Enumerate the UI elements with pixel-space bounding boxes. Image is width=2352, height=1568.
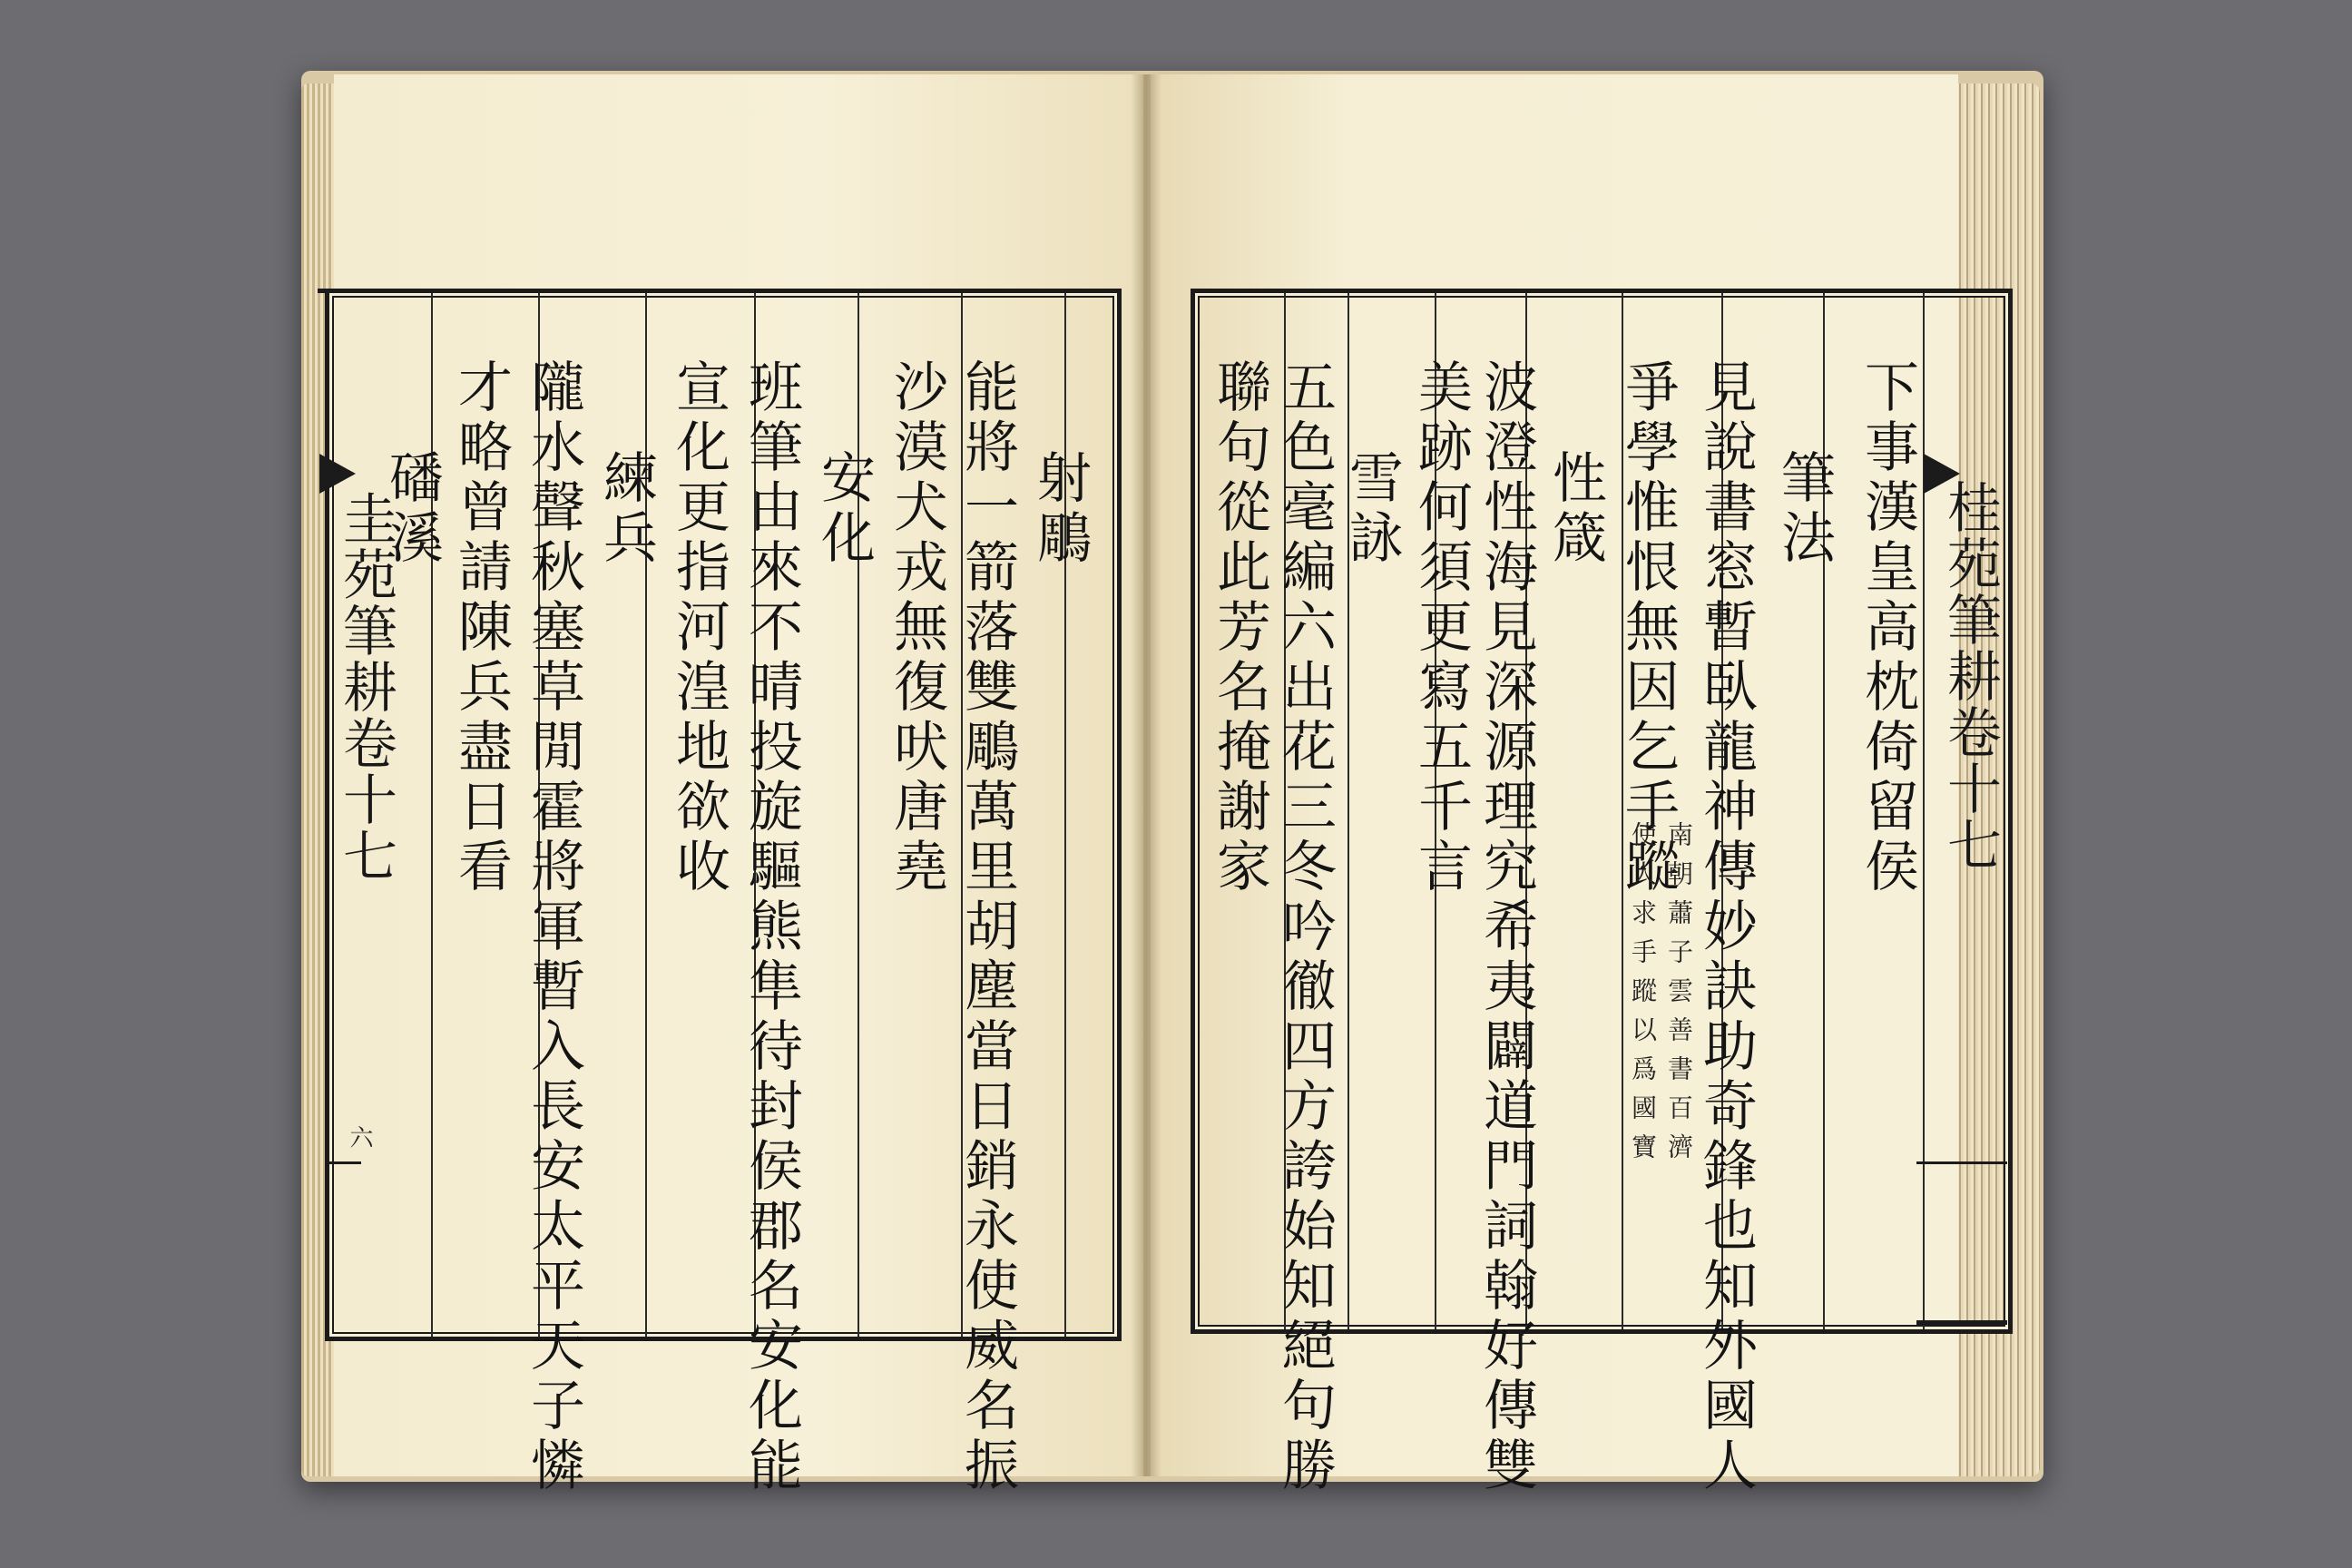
margin-strip-rule: [325, 1161, 361, 1164]
poem-title-xueyong: 雪詠: [1340, 449, 1404, 569]
column-rule: [1923, 293, 1925, 1329]
fish-tail-mark: [319, 454, 356, 494]
poem-title-anhua: 安化: [812, 449, 876, 569]
verse-line: 聯句從此芳名掩謝家: [1208, 358, 1271, 897]
verse-line: 波澄性海見深源理究希夷闢道門詞翰好傳雙: [1475, 358, 1538, 1496]
poem-title-xingzhen: 性箴: [1544, 449, 1607, 569]
margin-strip-rule: [1916, 1161, 2007, 1164]
margin-book-title: 圭苑筆耕卷十七: [334, 490, 397, 884]
verse-line: 才略曾請陳兵盡日看: [449, 358, 513, 897]
annotation-line: 南朝蕭子雲善書百濟: [1664, 821, 1694, 1172]
poem-title-shediao: 射鵰: [1028, 449, 1092, 569]
verse-line: 沙漠犬戎無復吠唐堯: [885, 358, 948, 897]
margin-strip-top: [318, 289, 363, 293]
verse-line: 宣化更指河湟地欲收: [667, 358, 730, 897]
poem-title-lianbing: 練兵: [594, 449, 658, 569]
poem-title-bifa: 筆法: [1772, 449, 1836, 569]
margin-strip-bottom: [1916, 1320, 2007, 1325]
page-number: 六: [346, 1125, 373, 1149]
poem-title-panxi: 磻溪: [380, 449, 444, 569]
margin-book-title: 桂苑筆耕卷十七: [1938, 479, 2002, 873]
verse-line: 下事漢皇高枕倚留侯: [1856, 358, 1919, 897]
book-gutter: [1131, 74, 1161, 1476]
verse-line: 隴水聲秋塞草閒霍將軍暫入長安太平天子憐: [522, 358, 585, 1496]
verse-line: 能將一箭落雙鵰萬里胡塵當日銷永使威名振: [956, 358, 1019, 1496]
verse-line: 爭學惟恨無因乞手蹤: [1616, 358, 1680, 897]
verse-line: 見說書窓暫臥龍神傳妙訣助奇鋒也知外國人: [1694, 358, 1758, 1496]
verse-line: 美跡何須更寫五千言: [1409, 358, 1473, 897]
verse-line: 班筆由來不晴投旋驅熊隼待封侯郡名安化能: [740, 358, 803, 1496]
verse-line: 五色毫編六出花三冬吟徹四方誇始知絕句勝: [1273, 358, 1337, 1496]
margin-strip-top: [1916, 289, 2007, 293]
annotation-line: 使人求手蹤以爲國寶: [1628, 821, 1658, 1172]
